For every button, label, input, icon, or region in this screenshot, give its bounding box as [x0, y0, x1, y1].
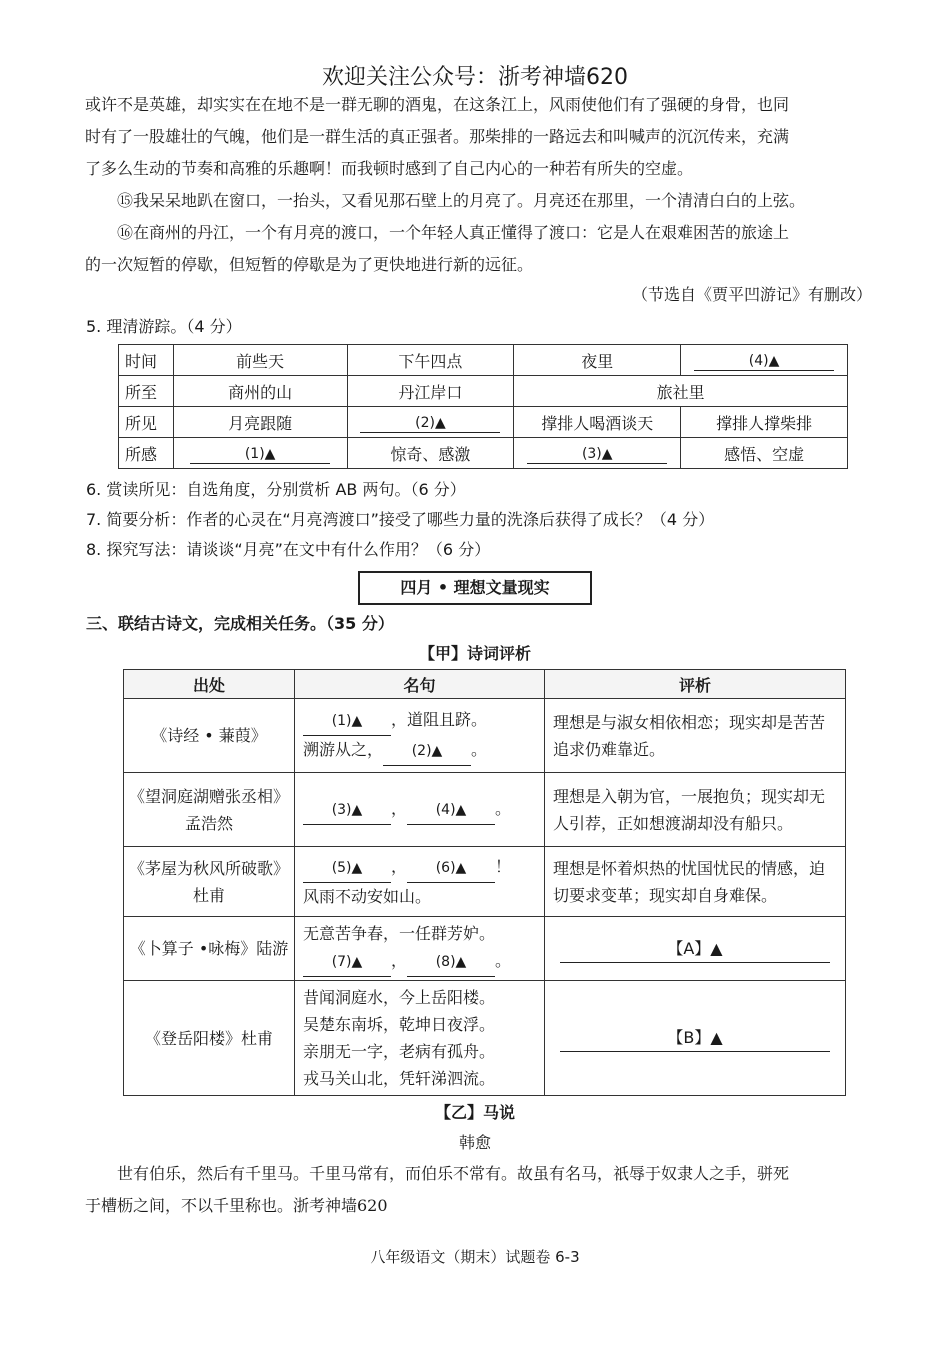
- source-cell: 《卜算子 •咏梅》陆游: [124, 917, 295, 981]
- jia-title: 【甲】诗词评析: [418, 644, 531, 663]
- analysis-cell: 理想是与淑女相依相恋；现实却是苦苦追求仍难靠近。: [545, 699, 846, 773]
- quote-text: 戎马关山北，凭轩涕泗流。: [303, 1069, 496, 1088]
- answer-blank-7[interactable]: (7)▲: [303, 949, 391, 977]
- answer-blank-2[interactable]: (2)▲: [383, 738, 471, 766]
- table-cell: 下午四点: [347, 345, 514, 376]
- author: 韩愈: [458, 1133, 491, 1152]
- quote-text: ！: [495, 857, 512, 876]
- yi-title: 【乙】马说: [434, 1103, 515, 1122]
- answer-blank-6[interactable]: (6)▲: [407, 855, 495, 883]
- source-cell: 《望洞庭湖赠张丞相》孟浩然: [124, 773, 295, 847]
- source-cell: 《诗经 • 蒹葭》: [124, 699, 295, 773]
- passage-line: 世有伯乐，然后有千里马。千里马常有，而伯乐不常有。故虽有名马，祇辱于奴隶人之手，骈死: [117, 1164, 790, 1183]
- quote-cell: (5)▲ ， (6)▲ ！ 风雨不动安如山。: [295, 847, 545, 917]
- quote-text: 亲朋无一字，老病有孤舟。: [303, 1042, 496, 1061]
- table-row: [119, 376, 848, 407]
- answer-blank-B[interactable]: 【B】▲: [560, 1024, 830, 1052]
- table-row: [124, 773, 846, 847]
- row-header: 所至: [119, 376, 174, 407]
- table-row: [119, 345, 848, 376]
- paragraph-16-cont: 的一次短暂的停歇，但短暂的停歇是为了更快地进行新的远征。: [85, 255, 534, 274]
- column-header: 出处: [124, 670, 295, 699]
- poetry-table: [123, 669, 846, 1096]
- passage-source: （节选自《贾平凹游记》有删改）: [631, 285, 872, 304]
- quote-cell: 无意苦争春，一任群芳妒。 (7)▲ ， (8)▲ 。: [295, 917, 545, 981]
- question-8: 8. 探究写法：请谈谈“月亮”在文中有什么作用？（6 分）: [86, 540, 491, 559]
- quote-cell: [295, 981, 545, 1096]
- answer-blank-3[interactable]: (3)▲: [527, 445, 667, 464]
- row-header: 所见: [119, 407, 174, 438]
- passage-line: 于槽枥之间，不以千里称也。浙考神墙620: [85, 1196, 388, 1215]
- quote-text: 昔闻洞庭水，今上岳阳楼。: [303, 988, 496, 1007]
- answer-blank-4[interactable]: (4)▲: [407, 797, 495, 825]
- column-header: 名句: [295, 670, 545, 699]
- table-cell: [173, 438, 347, 469]
- analysis-cell: [545, 917, 846, 981]
- table-cell: [347, 407, 514, 438]
- section-3-heading: 三、联结古诗文，完成相关任务。（35 分）: [86, 614, 394, 633]
- table-row: [124, 981, 846, 1096]
- table-cell: 商州的山: [173, 376, 347, 407]
- quote-text: 无意苦争春，一任群芳妒。: [303, 924, 496, 943]
- table-cell: 感悟、空虚: [681, 438, 848, 469]
- question-5: 5. 理清游踪。（4 分）: [86, 317, 242, 336]
- answer-blank-2[interactable]: (2)▲: [360, 414, 500, 433]
- question-7: 7. 简要分析：作者的心灵在“月亮湾渡口”接受了哪些力量的洗涤后获得了成长？（4 分）: [86, 510, 715, 529]
- table-cell: [514, 438, 681, 469]
- answer-blank-8[interactable]: (8)▲: [407, 949, 495, 977]
- analysis-cell: 理想是怀着炽热的忧国忧民的情感，迫切要求变革；现实却自身难保。: [545, 847, 846, 917]
- table-row: [119, 438, 848, 469]
- banner-wrap: [0, 571, 950, 605]
- answer-blank-4[interactable]: (4)▲: [694, 352, 834, 371]
- table-cell: 夜里: [514, 345, 681, 376]
- quote-cell: (3)▲ ， (4)▲ 。: [295, 773, 545, 847]
- quote-text: ，道阻且跻。: [391, 709, 488, 729]
- passage: [85, 89, 880, 281]
- source-cell: 《茅屋为秋风所破歌》杜甫: [124, 847, 295, 917]
- table-cell: 撑排人撑柴排: [681, 407, 848, 438]
- answer-blank-5[interactable]: (5)▲: [303, 855, 391, 883]
- quote-cell: [295, 699, 545, 773]
- answer-blank-3[interactable]: (3)▲: [303, 797, 391, 825]
- table-cell: 惊奇、感激: [347, 438, 514, 469]
- mashuo-passage: [85, 1158, 880, 1222]
- quote-text: 吴楚东南坼，乾坤日夜浮。: [303, 1015, 496, 1034]
- table-cell: 丹江岸口: [347, 376, 514, 407]
- table-row: [119, 407, 848, 438]
- table-cell: [681, 345, 848, 376]
- question-6: 6. 赏读所见：自选角度，分别赏析 AB 两句。（6 分）: [86, 480, 466, 499]
- analysis-cell: [545, 981, 846, 1096]
- table-cell: 旅社里: [514, 376, 848, 407]
- row-header: 时间: [119, 345, 174, 376]
- answer-blank-A[interactable]: 【A】▲: [560, 935, 830, 963]
- answer-blank-1[interactable]: (1)▲: [190, 445, 330, 464]
- quote-text: 溯游从之，: [303, 739, 384, 759]
- column-header: 评析: [545, 670, 846, 699]
- itinerary-table: [118, 344, 848, 469]
- row-header: 所感: [119, 438, 174, 469]
- table-cell: 月亮跟随: [173, 407, 347, 438]
- paragraph-16: ⑯在商州的丹江，一个有月亮的渡口，一个年轻人真正懂得了渡口：它是人在艰难困苦的旅途上: [117, 223, 790, 242]
- source-cell: 《登岳阳楼》杜甫: [124, 981, 295, 1096]
- table-header-row: [124, 670, 846, 699]
- answer-blank-1[interactable]: (1)▲: [303, 708, 391, 736]
- passage-line: 了多么生动的节奏和高雅的乐趣啊！而我顿时感到了自己内心的一种若有所失的空虚。: [85, 159, 694, 178]
- watermark-title: 欢迎关注公众号：浙考神墙620: [322, 65, 628, 90]
- passage-line: 或许不是英雄，却实实在在地不是一群无聊的酒鬼，在这条江上，风雨使他们有了强硬的身骨，也同: [85, 95, 790, 114]
- quote-text: 。: [471, 739, 488, 759]
- table-row: [124, 847, 846, 917]
- quote-text: 风雨不动安如山。: [303, 887, 432, 906]
- section-banner: 四月 • 理想文量现实: [358, 571, 592, 605]
- passage-line: 时有了一股雄壮的气魄，他们是一群生活的真正强者。那柴排的一路远去和叫喊声的沉沉传来，充满: [85, 127, 790, 146]
- questions-flow: [0, 312, 950, 1272]
- table-cell: 撑排人喝酒谈天: [514, 407, 681, 438]
- page-footer: 八年级语文（期末）试题卷 6-3: [370, 1248, 580, 1266]
- paragraph-15: ⑮我呆呆地趴在窗口，一抬头，又看见那石壁上的月亮了。月亮还在那里，一个清清白白的上弦。: [117, 191, 806, 210]
- table-cell: 前些天: [173, 345, 347, 376]
- table-row: [124, 917, 846, 981]
- table-row: [124, 699, 846, 773]
- analysis-cell: 理想是入朝为官，一展抱负；现实却无人引荐，正如想渡湖却没有船只。: [545, 773, 846, 847]
